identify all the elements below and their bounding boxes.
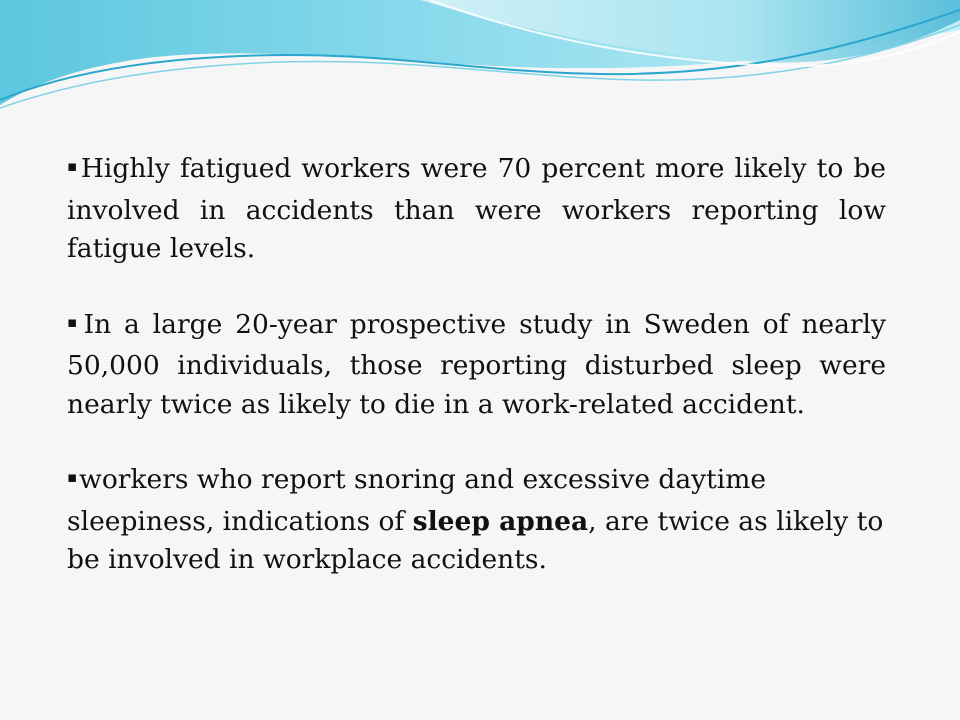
- square-bullet-icon: ▪: [67, 157, 79, 175]
- square-bullet-icon: ▪: [67, 312, 82, 331]
- bullet-item-1: [67, 150, 886, 269]
- slide-body: [67, 150, 886, 617]
- bullet-text-1: Highly fatigued workers were 70 percent more likely to be involved in accidents than were workers reporting low fatigue levels.: [67, 153, 886, 264]
- bullet-item-3: [67, 461, 886, 580]
- bullet-text-2: In a large 20-year prospective study in Sweden of nearly 50,000 individuals, those reporting disturbed sleep were nearly twice as likely to die in a work-related accident.: [67, 308, 886, 420]
- bullet-item-2: [67, 306, 886, 425]
- square-bullet-icon: ▪: [67, 468, 78, 486]
- bullet-text-3-emphasis: sleep apnea: [412, 505, 589, 537]
- bullet-text-3-before: workers who report snoring and excessive daytime sleepiness, indications of: [67, 464, 767, 537]
- bullet-text-3-after: , are twice as likely to be involved in workplace accidents.: [67, 505, 884, 575]
- decorative-wave-header: [0, 0, 960, 130]
